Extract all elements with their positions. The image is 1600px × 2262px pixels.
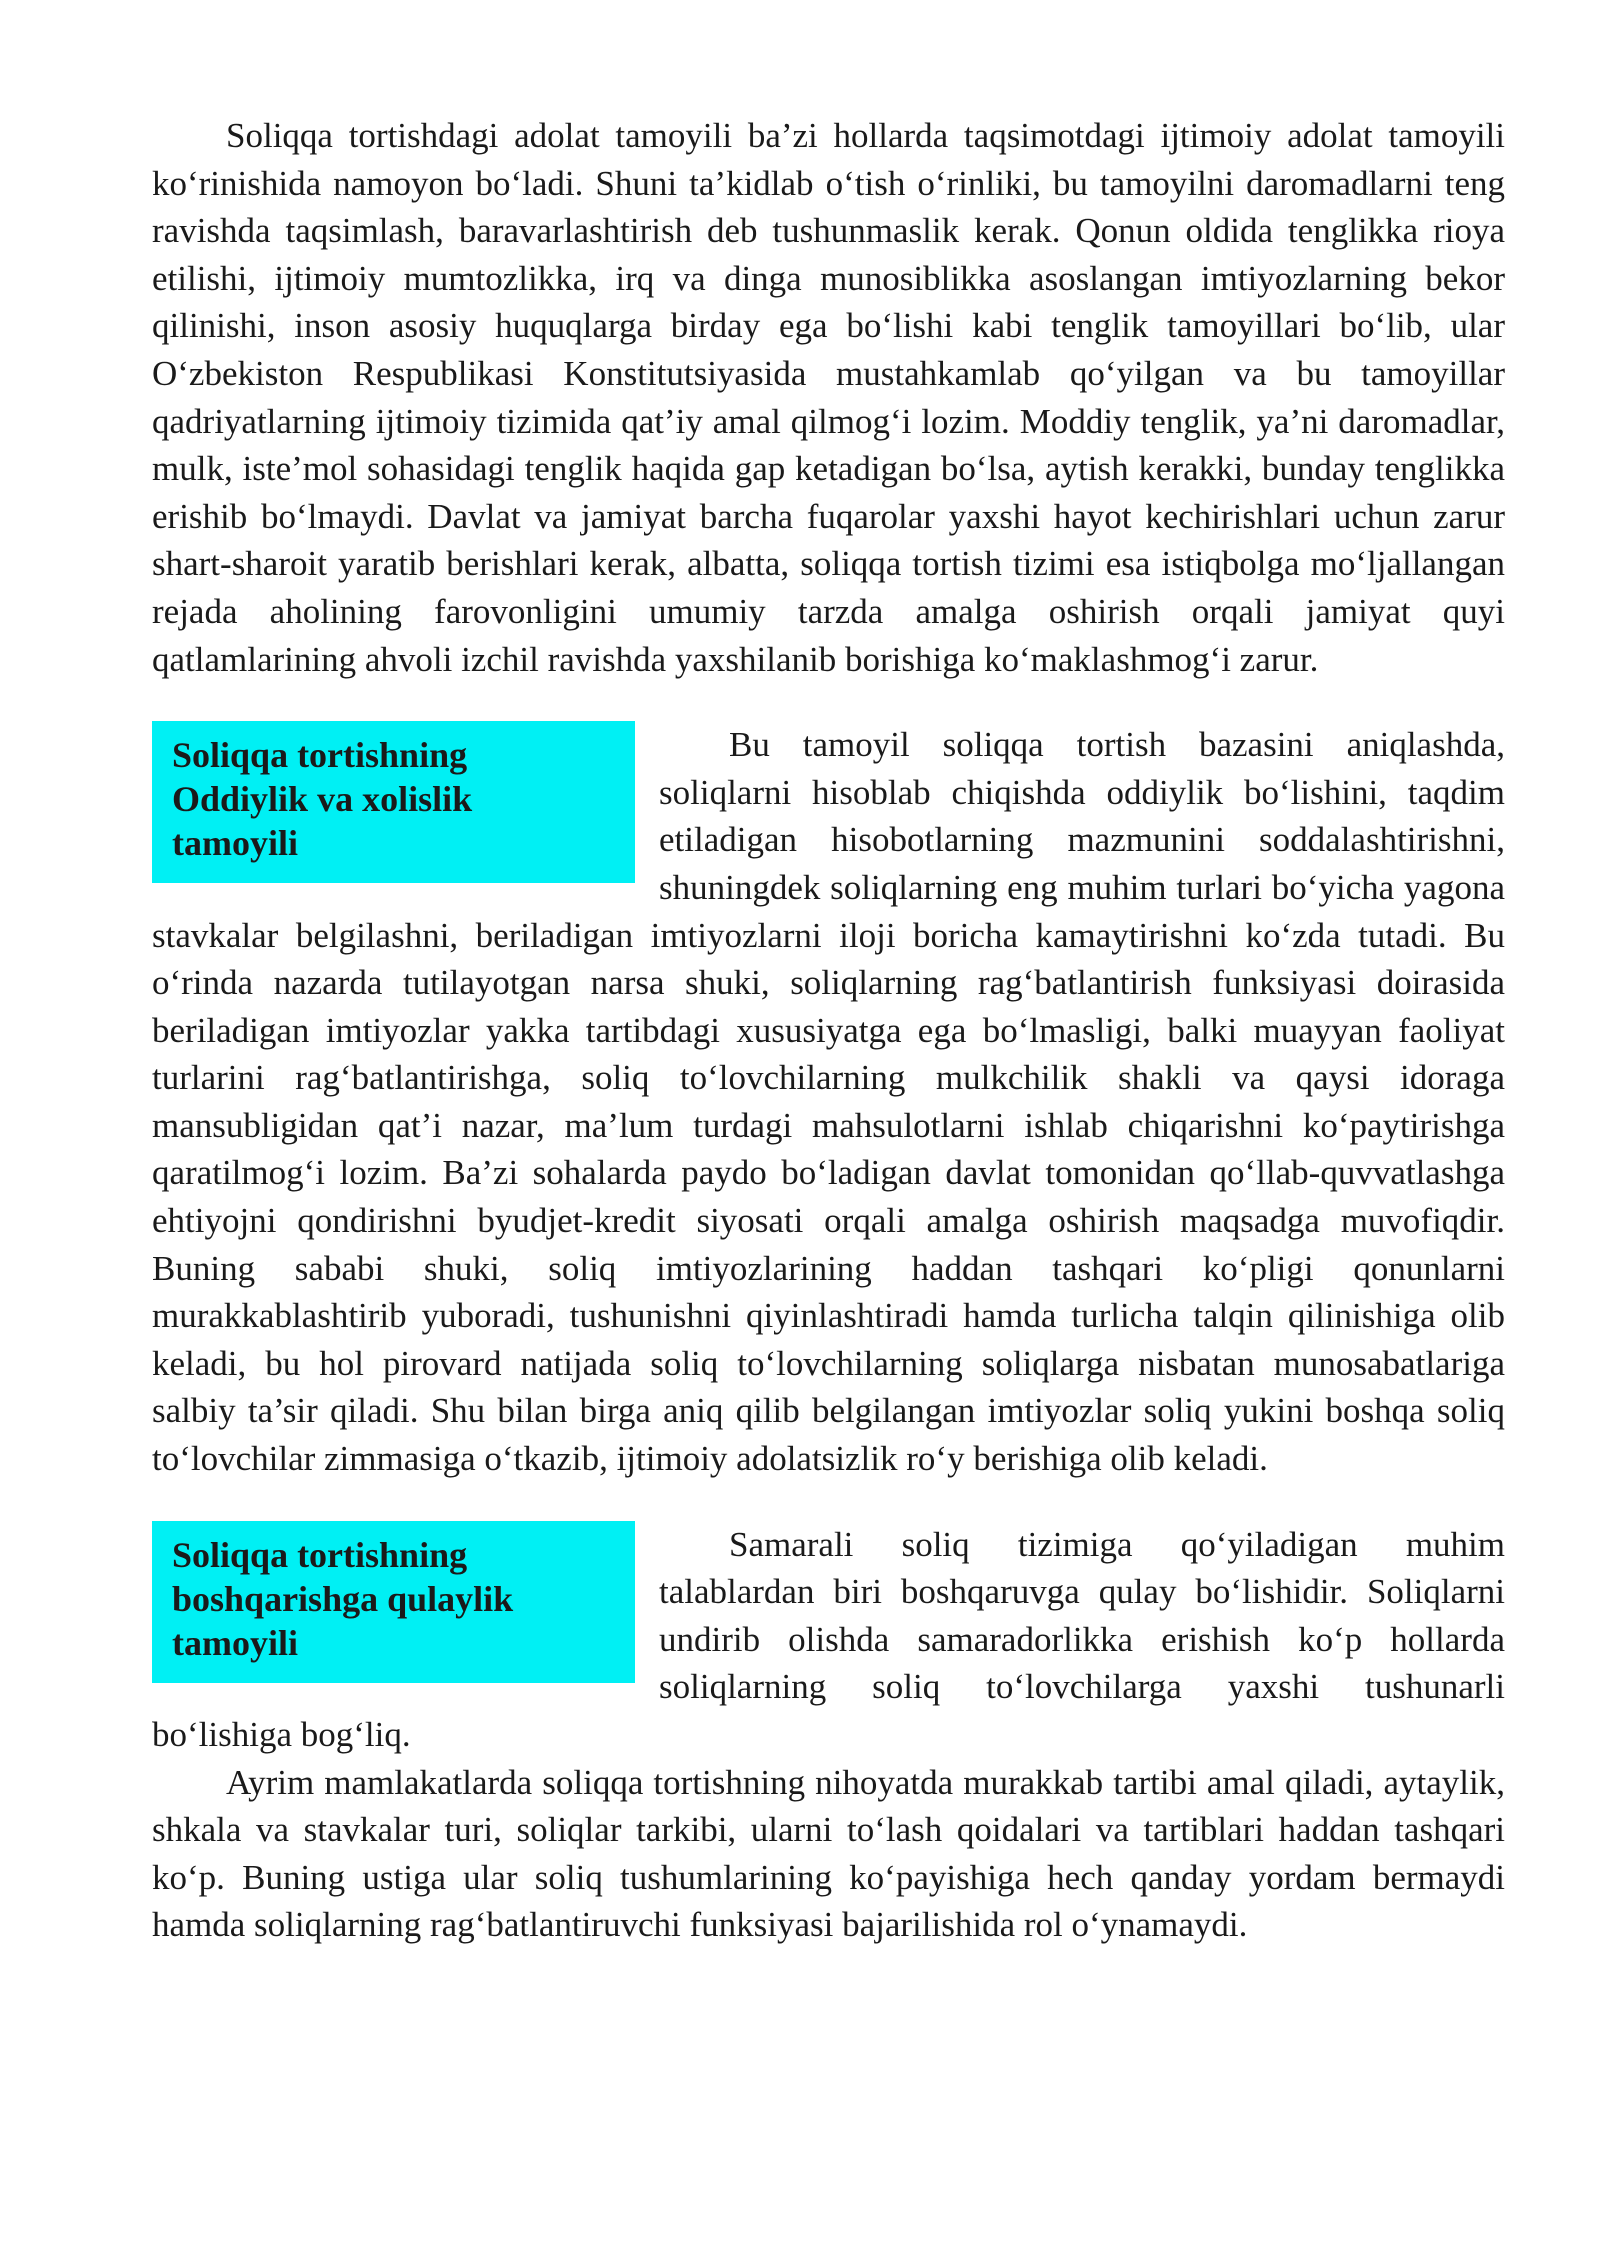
section-heading-line: boshqarishga qulaylik xyxy=(172,1578,514,1619)
section-heading-box xyxy=(152,1521,635,1683)
intro-paragraph: Soliqqa tortishdagi adolat tamoyili ba’zi hollarda taqsimotdagi ijtimoiy adolat tamoyili ko‘rinishida namoyon bo‘ladi. Shuni ta’kidlab o‘tish o‘rinliki, bu tamoyilni daromadlarni teng ravishda taqsimlash, baravarlashtirish deb tushunmaslik kerak. Qonun oldida tenglikka rioya etilishi, ijtimoiy mumtozlikka, irq va dinga munosiblikka asoslangan imtiyozlarning bekor qilinishi, inson asosiy huquqlarga birday ega bo‘lishi kabi tenglik tamoyillari bo‘lib, ular O‘zbekiston Respublikasi Konstitutsiyasida mustahkamlab qo‘yilgan va bu tamoyillar qadriyatlarning ijtimoiy tizimida qat’iy amal qilmog‘i lozim. Moddiy tenglik, ya’ni daromadlar, mulk, iste’mol sohasidagi tenglik haqida gap ketadigan bo‘lsa, aytish kerakki, bunday tenglikka erishib bo‘lmaydi. Davlat va jamiyat barcha fuqarolar yaxshi hayot kechirishlari uchun zarur shart-sharoit yaratib berishlari kerak, albatta, soliqqa tortish tizimi esa istiqbolga mo‘ljallangan rejada aholining farovonligini umumiy tarzda amalga oshirish orqali jamiyat quyi qatlamlarining ahvoli izchil ravishda yaxshilanib borishiga ko‘maklashmog‘i zarur. xyxy=(152,116,1505,679)
closing-paragraph: Ayrim mamlakatlarda soliqqa tortishning nihoyatda murakkab tartibi amal qiladi, aytaylik, shkala va stavkalar turi, soliqlar tarkibi, ularni to‘lash qoidalari va tartiblari haddan tashqari ko‘p. Buning ustiga ular soliq tushumlarining ko‘payishiga hech qanday yordam bermaydi hamda soliqlarning rag‘batlantiruvchi funksiyasi bajarilishida rol o‘ynamaydi. xyxy=(152,1762,1505,1945)
section-heading-line: Soliqqa tortishning xyxy=(172,1534,468,1575)
section-body-paragraph: Samarali soliq tizimiga qo‘yiladigan muhim talablardan biri boshqaruvga qulay bo‘lishidir. Soliqlarni undirib olishda samaradorlikka erishish ko‘p hollarda soliqlarning soliq to‘lovchilarga yaxshi tushunarli bo‘lishiga bog‘liq. xyxy=(152,1524,1505,1754)
section-heading-line: tamoyili xyxy=(172,1622,298,1663)
section-heading-line: tamoyili xyxy=(172,823,298,864)
section-heading-line: Soliqqa tortishning xyxy=(172,735,468,776)
section-heading-box xyxy=(152,721,635,883)
section-heading-line: Oddiylik va xolislik xyxy=(172,779,473,820)
section-management xyxy=(152,1521,1505,1759)
section-body-paragraph: Bu tamoyil soliqqa tortish bazasini aniqlashda, soliqlarni hisoblab chiqishda oddiylik bo‘lishini, taqdim etiladigan hisobotlarning mazmunini soddalashtirishni, shuningdek soliqlarning eng muhim turlari bo‘yicha yagona stavkalar belgilashni, beriladigan imtiyozlarni iloji boricha kamaytirishni ko‘zda tutadi. Bu o‘rinda nazarda tutilayotgan narsa shuki, soliqlarning rag‘batlantirish funksiyasi doirasida beriladigan imtiyozlar yakka tartibdagi xususiyatga ega bo‘lmasligi, balki muayyan faoliyat turlarini rag‘batlantirishga, soliq to‘lovchilarning mulkchilik shakli va qaysi idoraga mansubligidan qat’i nazar, ma’lum turdagi mahsulotlarni ishlab chiqarishni ko‘paytirishga qaratilmog‘i lozim. Ba’zi sohalarda paydo bo‘ladigan davlat tomonidan qo‘llab-quvvatlashga ehtiyojni qondirishni byudjet-kredit siyosati orqali amalga oshirish maqsadga muvofiqdir. Buning sababi shuki, soliq imtiyozlarining haddan tashqari ko‘pligi qonunlarni murakkablashtirib yuboradi, tushunishni qiyinlashtiradi hamda turlicha talqin qilinishiga olib keladi, bu hol pirovard natijada soliq to‘lovchilarning soliqlarga nisbatan munosabatlariga salbiy ta’sir qiladi. Shu bilan birga aniq qilib belgilangan imtiyozlar soliq yukini boshqa soliq to‘lovchilar zimmasiga o‘tkazib, ijtimoiy adolatsizlik ro‘y berishiga olib keladi. xyxy=(152,725,1505,1479)
document-page xyxy=(152,112,1505,1949)
section-simplicity xyxy=(152,721,1505,1483)
